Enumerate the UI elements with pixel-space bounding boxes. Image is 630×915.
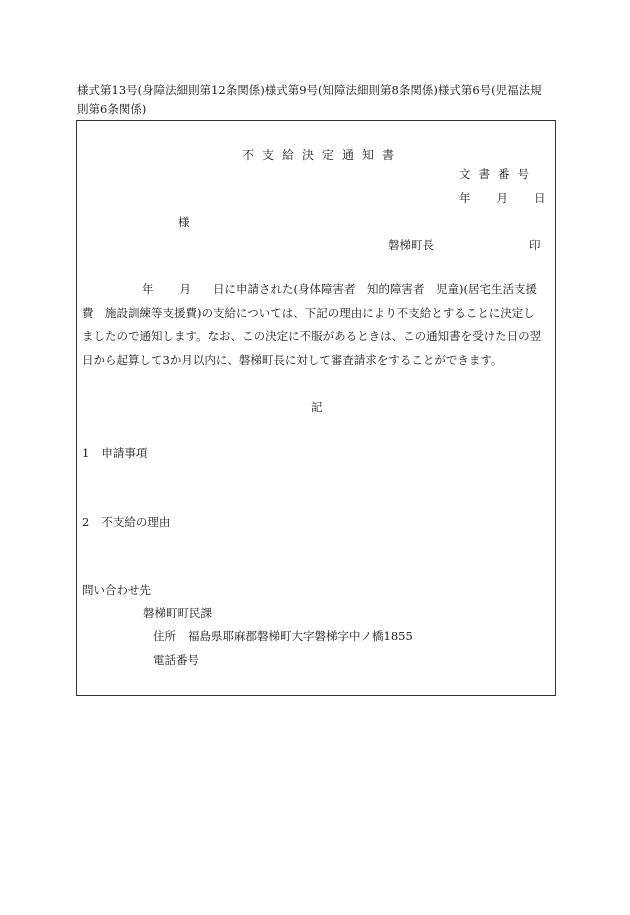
form-reference-line-1: 様式第13号(身障法細則第12条関係)様式第9号(知障法細則第8条関係)様式第6号(児福法規 <box>77 83 542 97</box>
contact-department: 磐梯町町民課 <box>143 606 212 620</box>
notice-document-frame <box>76 120 556 696</box>
item-application <box>82 445 147 462</box>
form-reference-line-2: 則第6条関係) <box>77 102 147 116</box>
date-month: 月 <box>496 191 508 205</box>
item-reason <box>82 514 170 531</box>
body-line-4: 日から起算して3か月以内に、磐梯町長に対して審査請求をすることができます。 <box>82 352 503 367</box>
contact-phone-label: 電話番号 <box>153 653 199 667</box>
body-month: 月 <box>179 282 191 296</box>
item-number: 2 <box>82 515 90 529</box>
item-label: 申請事項 <box>101 446 148 460</box>
contact-heading: 問い合わせ先 <box>82 583 151 597</box>
body-line-1-rest: 日に申請された(身体障害者 知的障害者 児童)(居宅生活支援 <box>213 282 537 296</box>
addressee-suffix: 様 <box>178 215 190 229</box>
address-label: 住所 <box>153 629 176 643</box>
document-number-label: 文書番号 <box>459 167 537 181</box>
date-year: 年 <box>459 191 471 205</box>
ki-heading: 記 <box>311 400 323 414</box>
body-line-2: 費 施設訓練等支援費)の支給については、下記の理由により不支給とすることに決定し <box>82 305 535 320</box>
item-label: 不支給の理由 <box>101 515 171 529</box>
date-day: 日 <box>534 191 546 205</box>
document-title: 不支給決定通知書 <box>242 148 403 162</box>
body-line-3: ましたので通知します。なお、この決定に不服があるときは、この通知書を受けた日の翌 <box>82 329 542 343</box>
issuer-name: 磐梯町長 <box>388 238 434 252</box>
address-value: 福島県耶麻郡磐梯町大字磐梯字中ノ橋1855 <box>188 629 413 643</box>
item-number: 1 <box>82 446 90 460</box>
issue-date <box>459 190 546 207</box>
contact-address <box>153 628 413 645</box>
body-year: 年 <box>142 282 154 296</box>
body-line-1 <box>82 278 537 302</box>
seal-mark: 印 <box>529 238 541 252</box>
